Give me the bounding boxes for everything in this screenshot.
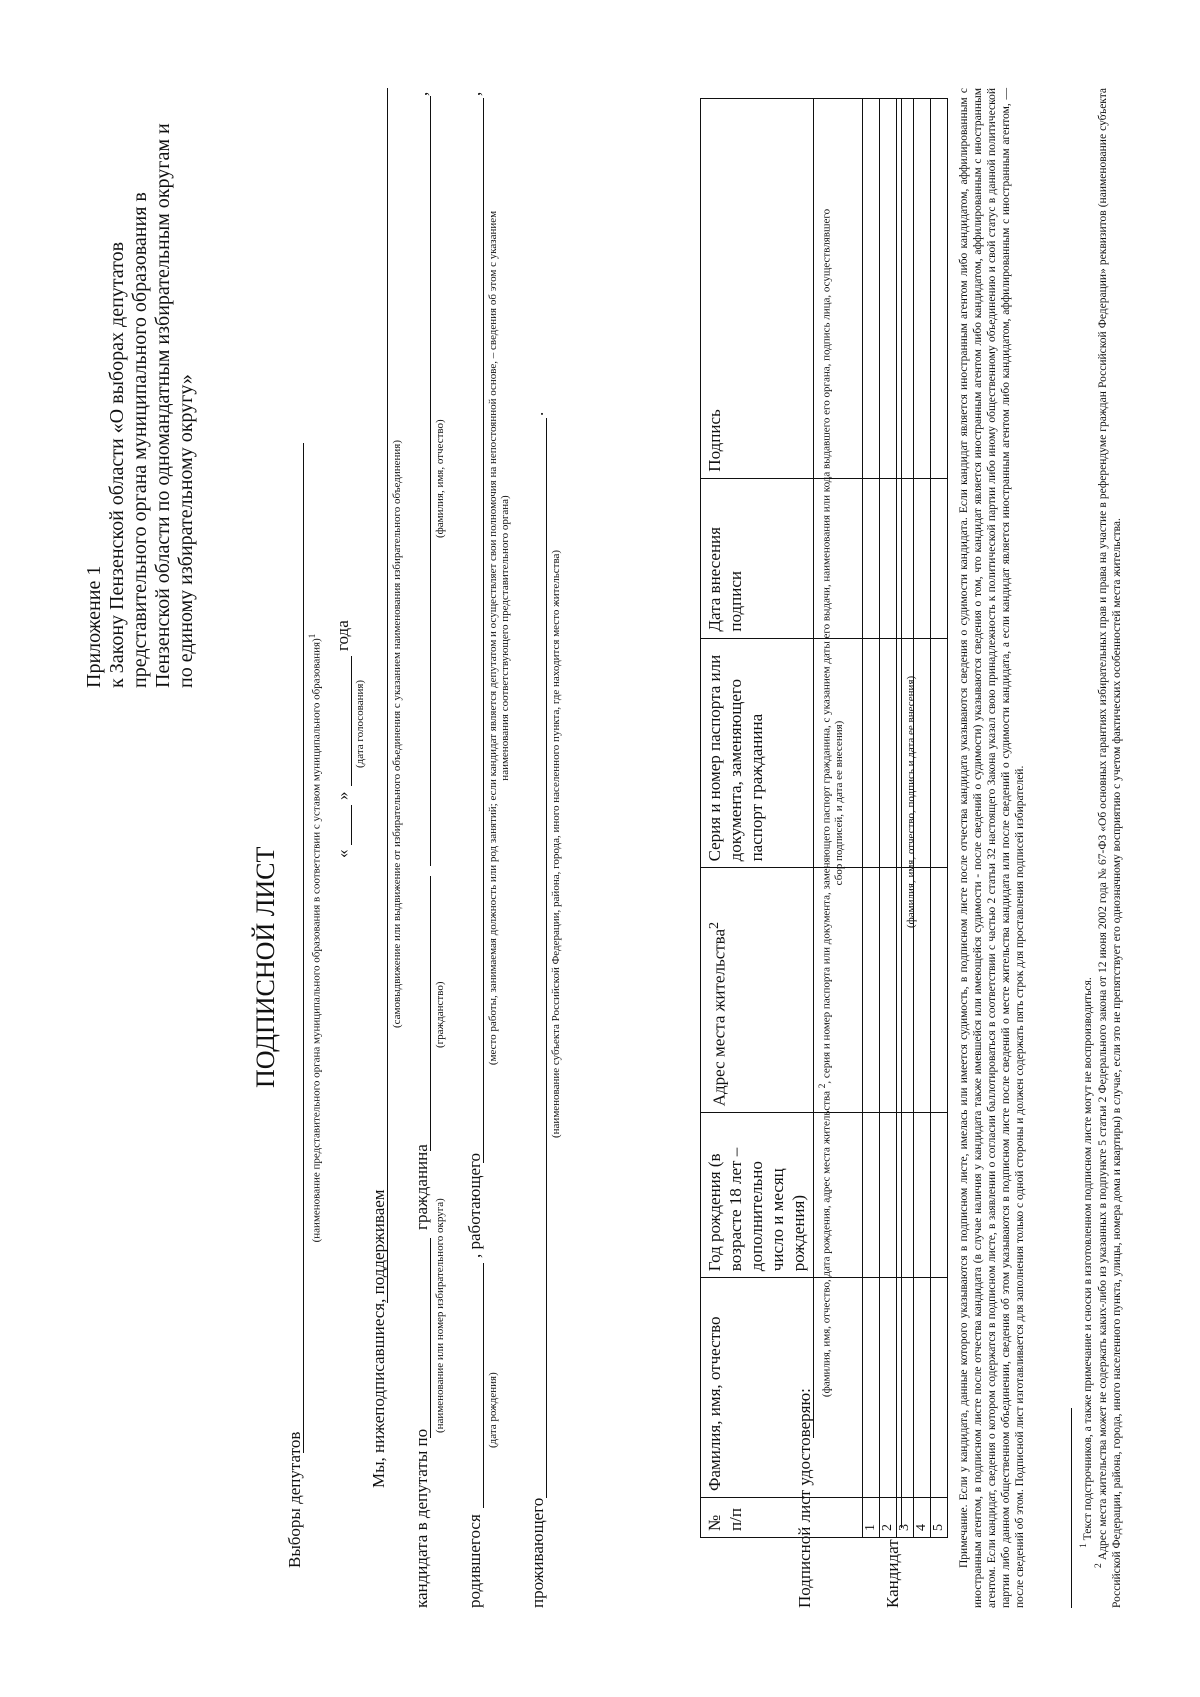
comma: ,: [412, 91, 431, 96]
signature-cell[interactable]: [880, 99, 897, 479]
header-line: к Закону Пензенской области «О выборах депутатов: [106, 241, 128, 688]
support-text: Мы, нижеподписавшиеся, поддерживаем: [369, 1189, 388, 1488]
birth-cell[interactable]: [914, 1113, 931, 1278]
header-line: Пензенской области по одномандатным избирательным округам и: [152, 123, 174, 688]
col-birth-year-header: Год рождения (в возрасте 18 лет – дополнительно число и месяц рождения): [701, 1113, 863, 1278]
header-line: представительного органа муниципального образования в: [129, 192, 151, 688]
candidate-sign-field-line[interactable]: [901, 98, 902, 1528]
page-title: ПОДПИСНОЙ ЛИСТ: [251, 846, 280, 1088]
elections-hint: (наименование представительного органа муниципального образования в соответствии с уставом муниципального образования)$^1$: [307, 633, 323, 1243]
passport-cell[interactable]: [931, 638, 948, 868]
col-date-header: Дата внесения подписи: [701, 478, 863, 638]
header-line: по единому избирательному округу»: [175, 374, 197, 688]
passport-cell[interactable]: [880, 638, 897, 868]
birth-cell[interactable]: [931, 1113, 948, 1278]
district-field-line[interactable]: [430, 1238, 431, 1438]
name-cell[interactable]: [897, 1278, 914, 1498]
born-label: родившегося: [465, 1514, 484, 1608]
row-number: 3: [897, 1498, 914, 1538]
signature-cell[interactable]: [914, 99, 931, 479]
date-cell[interactable]: [897, 478, 914, 638]
citizenship-field-line[interactable]: [430, 876, 431, 1151]
nomination-hint: (самовыдвижение или выдвижение от избирательного объединения с указанием наименования избирательного объединения): [391, 440, 403, 1028]
col-name-header: Фамилия, имя, отчество: [701, 1278, 863, 1498]
passport-cell[interactable]: [863, 638, 880, 868]
signature-cell[interactable]: [863, 99, 880, 479]
comma: ,: [465, 91, 484, 96]
address-cell[interactable]: [931, 868, 948, 1113]
row-number: 2: [880, 1498, 897, 1538]
date-year-label: года: [333, 620, 352, 651]
full-name-field-line[interactable]: [430, 96, 431, 866]
working-label: , работающего: [465, 1152, 484, 1258]
table-row: [931, 99, 948, 1538]
col-address-header: Адрес места жительства$^2$: [701, 868, 863, 1113]
workplace-field-line[interactable]: [483, 98, 484, 1163]
date-day-line[interactable]: [351, 805, 352, 845]
signature-cell[interactable]: [931, 99, 948, 479]
nomination-field-line[interactable]: [387, 88, 388, 1303]
footnote-divider: [1071, 1408, 1072, 1608]
header-line: Приложение 1: [83, 565, 105, 688]
date-cell[interactable]: [880, 478, 897, 638]
date-cell[interactable]: [863, 478, 880, 638]
elections-label: Выборы депутатов: [285, 1431, 304, 1568]
address-cell[interactable]: [863, 868, 880, 1113]
certified-label: Подписной лист удостоверяю:: [795, 1388, 814, 1608]
date-cell[interactable]: [931, 478, 948, 638]
candidate-label: кандидата в депутаты по: [412, 1428, 431, 1608]
residence-hint: (наименование субъекта Российской Федерации, района, города, иного населенного пункта, где находится место жительства): [550, 549, 562, 1138]
voting-date-hint: (дата голосования): [354, 679, 366, 768]
residing-label: проживающего: [528, 1497, 547, 1608]
workplace-hint: (место работы, занимаемая должность или род занятий; если кандидат является депутатом и осуществляет свои полномочия на непостоянной основе, – сведения об этом с указанием наименования соответствующего представительного органа): [487, 210, 511, 1066]
name-cell[interactable]: [931, 1278, 948, 1498]
footnote-2: $^2$ Адрес места жительства может не содержать каких-либо из указанных в подпункте 5 статьи 2 Федерального закона от 12 июня 2002 года № 67-ФЗ «Об основных гарантиях избирательных прав и права на участие в референдуме граждан Российской Федерации» реквизитов (наименование субъекта Российской Федерации, района, города, иного населенного пункта, улицы, номера дома и квартиры) в случае, если это не препятствует его однозначному восприятию с учетом фактических особенностей места жительства.: [1093, 88, 1123, 1608]
row-number: 4: [914, 1498, 931, 1538]
birth-date-field-line[interactable]: [483, 1263, 484, 1508]
col-number-header: № п/п: [701, 1498, 863, 1538]
district-hint: (наименование или номер избирательного округа): [434, 1198, 446, 1433]
residence-field-line[interactable]: [546, 418, 547, 1498]
appendix-header: [83, 123, 198, 688]
rotated-form: [45, 48, 1155, 1648]
period: .: [528, 411, 547, 416]
birth-cell[interactable]: [880, 1113, 897, 1278]
date-quote-open: «: [333, 849, 352, 858]
certifier-hint: (фамилия, имя, отчество, дата рождения, адрес места жительства $^2$, серия и номер паспорта или документа, заменяющего паспорт гражданина, с указанием даты его выдачи, наименования или кода выдавшего его органа, подпись лица, осуществлявшего сбор подписей, и дата ее внесения): [817, 208, 845, 1398]
candidate-sign-label: Кандидат: [883, 1539, 902, 1608]
name-cell[interactable]: [914, 1278, 931, 1498]
footnote-1: $^1$ Текст подстрочников, а также примечание и сноски в изготовленном подписном листе могут не воспроизводиться.: [1078, 977, 1094, 1548]
row-number: 1: [863, 1498, 880, 1538]
table-row: [863, 99, 880, 1538]
col-passport-header: Серия и номер паспорта или документа, заменяющего паспорт гражданина: [701, 638, 863, 868]
certifier-field-line[interactable]: [813, 98, 814, 1438]
candidate-sign-hint: (фамилия, имя, отчество, подпись и дата ее внесения): [905, 675, 917, 928]
date-month-line[interactable]: [351, 656, 352, 786]
full-name-hint: (фамилия, имя, отчество): [434, 419, 446, 538]
date-quote-close: »: [333, 791, 352, 800]
citizenship-hint: (гражданство): [434, 981, 446, 1048]
row-number: 5: [931, 1498, 948, 1538]
name-cell[interactable]: [863, 1278, 880, 1498]
note-paragraph: Примечание. Если у кандидата, данные которого указываются в подписном листе, имелась или имеется судимость, в подписном листе после отчества кандидата указываются сведения о судимости кандидата. Если кандидат является иностранным агентом либо кандидатом, аффилированным с иностранным агентом, в подписном листе после отчества кандидата (в случае наличия у кандидата также имевшейся или имеющейся судимости - после сведений о судимости) указываются сведения о том, что кандидат является иностранным агентом либо кандидатом, аффилированным с иностранным агентом. Если кандидат, сведения о котором содержатся в подписном листе, в заявлении о согласии баллотироваться в соответствии с частью 2 статьи 32 настоящего Закона указал свою принадлежность к политической партии либо иному общественному объединению и свой статус в данной политической партии либо данном общественном объединении, сведения об этом указываются в подписном листе после сведений о месте жительства кандидата или после сведений о судимости кандидата, а если кандидат является иностранным агентом либо кандидатом, аффилированным с иностранным агентом, — после сведений об этом. Подписной лист изготавливается для заполнения только с одной стороны и должен содержать пять строк для проставления подписей избирателей.: [958, 88, 1026, 1608]
citizen-label: гражданина: [412, 1144, 431, 1230]
birth-date-hint: (дата рождения): [487, 1372, 499, 1448]
birth-cell[interactable]: [897, 1113, 914, 1278]
elections-field-line[interactable]: [303, 443, 304, 1453]
name-cell[interactable]: [880, 1278, 897, 1498]
address-cell[interactable]: [880, 868, 897, 1113]
table-row: [880, 99, 897, 1538]
signature-cell[interactable]: [897, 99, 914, 479]
col-signature-header: Подпись: [701, 99, 863, 479]
birth-cell[interactable]: [863, 1113, 880, 1278]
date-cell[interactable]: [914, 478, 931, 638]
